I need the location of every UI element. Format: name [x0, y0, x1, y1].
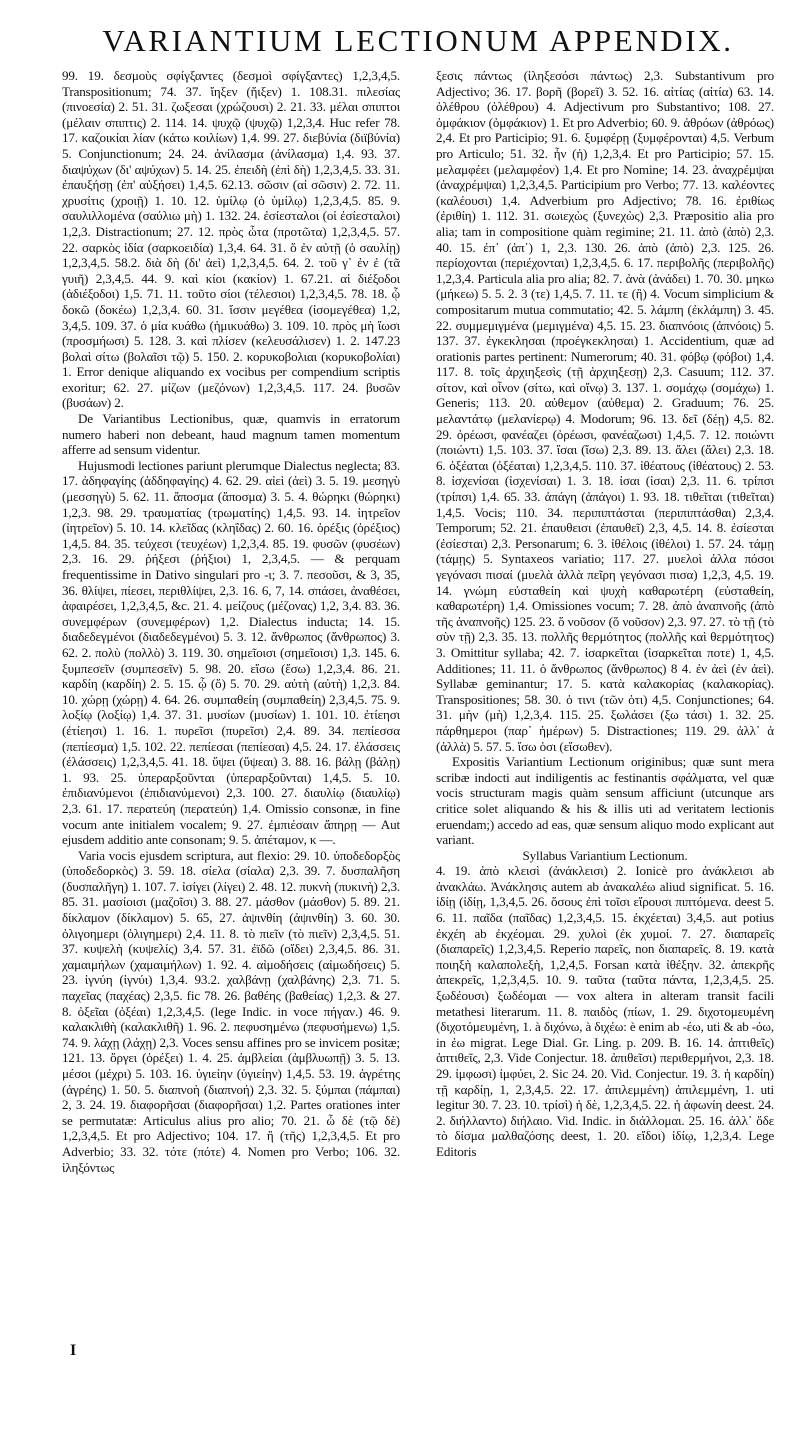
- paragraph: Hujusmodi lectiones pariunt plerumque Dialectus neglecta; 83. 17. ἀδηφαγίης (ἀδδηφαγίης) 4. 62. 29. αἰεὶ (ἀεὶ) 3. 5. 19. μεσηγὺ (μεσσηγὺ) 5. 62. 11. ἄποσμα (ἄποσμα) 3. 5. 4. θώρηκι (θώρηκι) 1,2,3. 98. 29. τραυματίας (τρωματίης) 1,4,5. 93. 14. ἰητρεῖον (ἰητρεῖον) 5. 10. 14. κλεῖδας (κληΐδας) 2. 60. 16. ὀρέξις (ὀρέξιος) 1,4,5. 84. 35. τεύχεσι (τευχέων) 1,2,3,4. 85. 19. φυσῶν (φυσέων) 2,3. 16. 29. ῥήξεσι (ῥήξιοι) 1, 2,3,4,5. — & perquam frequentissime in Dativo singulari pro -ι; 3. 7. πεσοῦσι, & 3, 35, 36. θλίψει, πίεσει, περιθλίψει, 2,3. 16. 6, 7, 14. σπάσει, ἀναθέσει, ἀφαιρέσει, 1,2,3,4,5, &c. 21. 4. μείζους (μέζονας) 1,2, 3,4. 83. 36. συνεμφέρων (συνεμφέρων) 1,2. Dialectus inducta; 14. 15. διαδεδεγμένοι (διαδεδεγμένοι) 5. 3. 12. ἄνθρωπος (ἄνθρωπος) 3. 62. 2. πολὺ (πολλὸ) 3. 119. 30. σημεῖοισι (σημεῖοισι) 1,3. 145. 6. ξυμπεσεῖν (συμπεσεῖν) 5. 98. 20. εἴσω (ἔσω) 1,2,3,4. 86. 21. καρδίη (καρδίη) 2. 5. 15. ᾧ (ὅ) 5. 70. 29. αὐτὴ (αὐτὴ) 1,2,3. 84. 10. χώρῃ (χώρῃ) 4. 64. 26. συμπαθείη (συμπαθείη) 2,3,4,5. 75. 9. λοξίῳ (λοξίῳ) 1,4. 37. 31. μυσίων (μυσίων) 1. 101. 10. ἐτίεησι (ἐτίεησι) 1. 16. 1. πυρεῖσι (πυρεῖσι) 2,4. 89. 34. πεπίεσσα (πεπίεσμα) 1,5. 102. 22. πεπίεσαι (πεπίεσαι) 4,5. 24. 17. ἐλάσσεις (ἐλάσσεις) 1,2,3,4,5. 41. 18. ὕψει (ὕψεαι) 3. 88. 16. βάλῃ (βάλῃ) 1. 93. 25. ὑπεραρξοῦνται (ὑπεραρξοῦνται) 1,4,5. 5. 10. ἐπιδιανύμενοι (ἐπιδιανύμενοι) 2,3. 100. 27. διαυλίῳ (διαυλίῳ) 2,3. 61. 17. περατεύη (περατεύη) 1,4. Omissio consonæ, in fine vocum ante initialem vocalem; 9. 27. ἐμπιέσαιν ἄπηρῃ — Aut ejusdem additio ante consonam; 9. 5. ἀπέταμον, κ —.: [62, 457, 400, 848]
- signature-mark: I: [70, 1342, 77, 1359]
- paragraph: Expositis Variantium Lectionum originibus; quæ sunt mera scribæ indocti aut indiligentis ac festinantis σφάλματα, vel quæ vocis structuram magis quàm sensum afficiunt (utcunque ars critice solet aliquando & his & illis uti ad veritatem lectionis eruendam;) accedo ad eas, quæ sensum aliquo modo explicant aut variant.: [436, 754, 774, 848]
- paragraph: De Variantibus Lectionibus, quæ, quamvis in erratorum numero haberi non debeant, haud magnum tamen momentum afferre ad sensum videntur.: [62, 411, 400, 458]
- running-head: VARIANTIUM LECTIONUM APPENDIX.: [102, 23, 734, 58]
- paragraph: 4. 19. ἀπὸ κλεισὶ (ἀνάκλεισι) 2. Ionicè pro ἀνάκλεισι ab ἀνακλάω. Ἀνάκλησις autem ab ἀνακαλέω aliud significat. 5. 16. ἰδίῃ (ἰδίῃ, 1,3,4,5. 26. ὅσους ἐπὶ τοῖσι εἴρουσι πιπτόμενα. deest 5. 6. 11. παῖδα (παῖδας) 1,2,3,4,5. 15. ἐκχέεται) 3,4,5. aut potius ἐκχέη ab ἐκχέομαι. 29. χυλοὶ (ἐκ χυμοί. 7. 27. διαπαρεῖς (διαπαρεῖς) 1,2,3,4,5. Reperio παρεῖς, non διαπαρεῖς. 8. 19. κατὰ ποιηξὴ καλαπολεξὴ, 1,2,4,5. Forsan κατὰ ἰθέξην. 32. ἀπεκρῆς ἀπεκρεῖς, 1,2,3,4,5. 10. 9. ταῦτα (ταῦτα πάντα, 1,2,3,4,5. 25. ξωδέουσι) ξωδέομαι — vox altera in alteram transit facili metathesi literarum. 11. 8. παιδὸς (πίων, 1. 29. διχοτομευμένη (διχοτόμευμένη, 1. à διχόνω, à διχέω: è enim ab -έω, uti & ab -όω, in ἐω migrat. Lege Dial. Gr. Ling. p. 209. B. 16. 14. ἀπτιθεῖς) ἀπτιθεῖς, 2,3. Vide Conjectur. 18. ἀπιθεῖσι) περιθερμήνοι, 2,3. 18. 29. ἰμφωσι) ἰμφύει, 2. Sic 24. 20. Vid. Conjectur. 19. 3. ἡ καρδίη) τῇ καρδίῃ, 1, 2,3,4,5. 22. 17. ἀπιλεμμένη) ἀπιλεμμένη, 1. uti legitur 30. 7. 23. 10. τρίσὶ) ἡ δὲ, 1,2,3,4,5. 22. ἡ ἀφωνίη deest. 24. 2. διήλλαντο) διήλαιο. Vid. Indic. in διάλλομαι. 25. 16. ἀλλ᾽ ὅδε τὸ δίσμα μαλθαζόσης deest, 1. 20. εἴδοι) ἰδίῳ, 1,2,3,4. Lege Editoris: [436, 863, 774, 1159]
- paragraph: 99. 19. δεσμοὺς σφίγξαντες (δεσμοὶ σφίγξαντες) 1,2,3,4,5. Transpositionum; 74. 37. ἴηξεν (ἤιξεν) 1. 108.31. πιλεσίας (πινοεσία) 2. 51. 31. ζωξεσαι (χρώζουσι) 2. 21. 33. μέλαι σπιπτοι (μέλαιν σπιπτις) 2. 114. 14. ψυχῷ (ψυχῷ) 1,2,3,4. Huc refer 78. 17. καζοικίαι λίαν (κάτω κοιλίων) 1,4. 99. 27. διεβύνία (διϊβύνία) 5. Conjunctionum; 24. 24. ἀνίλασμα (ἀνίλασμα) 1,4. 93. 37. διαψύχων (δι' αψύχων) 5. 14. 25. ἐπειδὴ (ἐπὶ δὴ) 1,2,3,4,5. 33. 31. ἐπαυξήσῃ (ἐπ' αὐξήσει) 1,4,5. 62.13. σῶσιν (αἰ σῶσιν) 2. 72. 11. χρυσίτις (χροιῇ) 1. 10. 12. ὑμίλῳ (ὁ ὑμίλῳ) 1,2,3,4,5. 85. 9. σαυλιλλομένα (σαύλιω μὴ) 1. 132. 24. ἐσίεσταλοι (οἱ ἐσίεσταλοι) 1,2,3. Distractionum; 27. 12. πρὸς ὦτα (προτῶτα) 1,2,3,4,5. 57. 22. σαρκὸς ἰδία (σαρκοειδία) 1,3,4. 64. 31. ὅ ἐν αὐτῇ (ὁ σαυλίῃ) 1,2,3,4,5. 58.2. διὰ δὴ (δι' ἀεὶ) 1,2,3,4,5. 64. 2. τοῦ γ᾽ ἐν ἐ (τᾶ γυιῆ) 2,3,4,5. 44. 9. καὶ κίοι (κακίον) 1. 67.21. αἱ διέξοδοι (ἀδιέξοδοι) 1,5. 71. 11. τοῦτο σίοι (τέλεσιοι) 1,2,3,4,5. 78. 18. ᾧ δοκῶ (δοκέω) 1,2,3,4. 60. 31. ἴσσιν μεγέθεα (ἰσομεγέθεα) 1,2, 3,4,5. 109. 37. ὁ μία κυάθω (ἡμικυάθω) 3. 109. 10. πρὸς μὴ ἴωσι (προσμήωσι) 5. 128. 3. καὶ πλίσεν (κελευσάλισεν) 1. 2. 147.23 βολαὶ σίτω (βολαῖσι τῷ) 5. 150. 2. κορυκοβολιαι (κορυκοβολίαι) 1. Error denique aliquando ex vocibus per compendium scriptis exoritur; 62. 27. μίζων (μεζόνων) 1,2,3,4,5. 117. 24. βυσῶν (βυσάων) 2.: [62, 68, 400, 411]
- section-heading: Syllabus Variantium Lectionum.: [522, 847, 688, 863]
- paragraph: ξεσις πάντως (ἰληξεσόσι πάντως) 2,3. Substantivum pro Adjectivo; 36. 17. βορῆ (βορεῖ) 3. 52. 16. αἰτίας (αἰτία) 63. 14. ὀλέθρου (ὀλέθρου) 4. Adjectivum pro Substantivo; 108. 27. ὀμφάκιον (ὀμφάκιον) 1. Et pro Adverbio; 60. 9. ἀθρόων (ἀθρόως) 2,4. Et pro Participio; 91. 6. ξυμφέρῃ (ξυμφέρονται) 4,5. Verbum pro Articulo; 51. 32. ἦν (ἡ) 1,2,3,4. Et pro Participio; 57. 15. μελαμφέει (μελαμφέον) 1,4. Et pro Nomine; 14. 23. ἀναχρέμψαι (ἀναχρέμψαι) 1,2,3,4,5. Participium pro Verbo; 77. 13. καλέοντες (καλέουσι) 1,4. Adverbium pro Adjectivo; 78. 16. ἐριθίως (ἐριθίη) 1. 112. 31. σωιεχὼς (ξυνεχὼς) 2,3. Præpositio alia pro alia; tam in compositione quàm regimine; 21. 11. ἀπὸ (ἀπὸ) 2,3. 40. 15. ἐπ᾽ (ἀπ᾽) 1, 2,3. 130. 26. ἀπὸ (ἀπὸ) 2,3. 125. 26. περίοχονται (περιέχονται) 1,2,3,4,5. 6. 17. περιβολῆς (περιβολῆς) 1,2,3,4. Particula alia pro alia; 82. 7. ἀνὰ (ἀνάδει) 1. 70. 30. μηκω (μήκεω) 5. 5. 2. 3 (τε) 1,4,5. 7. 11. τε (ἢ) 4. Vocum simplicium & compositarum mutua commutatio; 42. 5. λάμπη (ἐκλάμπη) 3. 45. 22. συμμεμιγμένα (μεμιγμένα) 4,5. 15. 23. διαπνόοις (ἀπνόοις) 5. 137. 37. ἐγκεκλησαι (προέγκεκλησαι) 1. Accidentium, quæ ad orationis partes pertinent: Numerorum; 40. 31. φόβῳ (φόβοι) 1,4. 117. 8. τοῖς ἀρχιηξεσὶς (τῇ ἀρχιηξεσῃ) 2,3. Casuum; 112. 37. σίτον, καὶ οἶνον (σίτω, καὶ οἴνῳ) 3. 137. 1. σομάχῳ (σομάχω) 1. Generis; 113. 20. αὐθεμον (αὐθεμα) 2. Graduum; 76. 25. μελαντάτῳ (μελανίερῳ) 4. Modorum; 96. 13. δεῖ (δέῃ) 4,5. 82. 29. ὀρέωσι, φανέαζει (ὀρέωσι, φανέαζωσι) 1,4,5. 7. 12. ποιώντι (ποιώντι) 1,5. 103. 37. ἴσαι (ἴσω) 2,3. 89. 13. ἄλει (ἄλει) 2,3. 18. 6. ὀξέαται (ὀξέαται) 1,2,3,4,5. 110. 37. ἰθέατους (ἰθέατους) 2. 53. 8. ἰσχενίσαι (ἰσχενίσαι) 1. 3. 18. ἰσαι (ἰσαι) 2,3. 11. 6. τρίπσι (τρίπσι) 1,4. 65. 33. ἀπάγη (ἀπάγοι) 1. 93. 18. τιθεῖται (τιθεῖται) 1,4,5. Vocis; 110. 34. περιπιπτάσται (περιπιπτάσθαι) 2,3,4. Temporum; 52. 21. ἐπαυθεισι (ἐπαυθεῖ) 2,3, 4,5. 14. 8. ἐσίεσται (ἐσίεσται) 2,3. Personarum; 6. 3. ἰθέλοις (ἰθέλοι) 1. 57. 24. τάμῃ (τάμῃς) 5. Syntaxeos variatio; 117. 27. μυελοὶ ἀλλα πόσοι γεγόνασι πισαί (μυελὰ ἀλλὰ πεῖρη γεγόνασι πισα) 1,2,3, 4,5. 19. 14. γνώμη εὐσταθείη καὶ ψυχὴ καθαρωτέρη (εὐσταθείη, καθαρωτέρη) 1,4. Omissiones vocum; 7. 28. ἀπὸ ἀναπνοῆς (ἀπὸ τῆς ἀναπνοῆς) 125. 23. ὅ νοῦσον (ὅ νοῦσον) 2,3. 97. 27. τὸ τῇ (τὸ σὺν τῇ) 2,3. 35. 13. πολλῆς θερμότητος (πολλῆς καὶ θερμότητος) 3. Omittitur syllaba; 42. 7. ἰσαρκεῖται (ἰσαρκεῖται ποτε) 1, 4,5. Additiones; 11. 11. ὁ ἄνθρωπος (ἄνθρωπος) 8 4. ἐν ἀεὶ (ἐν ἀεὶ). Syllabæ geminantur; 17. 5. κατὰ καλακορίας (καλακορίας). Transpositiones; 58. 30. ὁ τινι (τῶν ὁτι) 4,5. Conjunctiones; 64. 31. μὴν (μὴ) 1,2,3,4. 115. 25. ξωλάσει (ξω τάσι) 1. 32. 25. πάρθημεροι (παρ᾽ ἡμέρων) 5. Distractiones; 119. 29. ἀλλ᾽ ἀ (ἀλλὰ) 5. 57. 5. ἴσω ὁσι (εἴσωθεν).: [436, 68, 774, 754]
- paragraph: Varia vocis ejusdem scriptura, aut flexio: 29. 10. ὑποδεδορξὸς (ὑποδεδορκὸς) 3. 59. 18. σίελα (σίαλα) 2,3. 39. 7. δυσπαλῆση (δυσπαλῆγη) 1. 107. 7. ἰσίγει (λίγει) 2. 48. 12. πυκνὴ (πυκινὴ) 2,3. 85. 31. μασίοισι (μαζοῖσι) 3. 88. 27. μάσθον (μάσθον) 5. 89. 21. δίκλαμον (δίκλαμον) 5. 65, 27. ἀψινθίη (ἀψινθίη) 3. 60. 30. ὀλιγοημερι (ὀλιγημερι) 2,4. 11. 8. τὸ πιεῖν (τὸ πιεῖν) 2,3,4,5. 51. 37. κυψελὴ (κυψελίς) 3,4. 57. 31. ἐϊδῶ (οἴδει) 2,3,4,5. 86. 31. χαμαιμήλων (χαμαιμήλων) 1. 92. 4. αἰμοδήσεις (αἰμωδήσεις) 5. 23. ἰγνύη (ἰγνύι) 1,3,4. 93.2. χαλβάνῃ (χαλβάνης) 2,3. 71. 5. παχεῖας (παχέας) 2,3,5. fic 78. 26. βαθέης (βαθείας) 1,2,3. & 27. 8. ὀξεῖαι (ὀξέαι) 1,2,3,4,5. (lege Indic. in voce πήγαν.) 46. 9. καλακλιθὴ (καλακλιθῆ) 1. 96. 2. πεφυσημένω (πεφυσήμενω) 1,5. 74. 9. λάχῃ (λάχῃ) 2,3. Voces sensu affines pro se invicem positæ; 121. 13. ὄργει (ὀρέξει) 1. 4. 25. ἀμβλείαι (ἀμβλυωπῇ) 3. 5. 13. μέσοι (μέχρι) 5. 103. 16. ὑγιείην (ὑγιείην) 1,4,5. 53. 19. ἀγρέτης (ἀγρέης) 1. 50. 5. διαπνοὴ (διαπνοή) 2,3. 32. 5. ξύμπαι (πάμπαι) 2, 3. 24. 19. διαφορῆσαι (διαφορῆσαι) 1,2. Partes orationes inter se permutatæ: Articulus alius pro alio; 70. 21. ὦ δὲ (τῷ δὲ) 1,2,3,4,5. Et pro Adjectivo; 104. 17. ἢ (τῆς) 1,2,3,4,5. Et pro Adverbio; 33. 32. τότε (πότε) 4. Nomen pro Verbo; 106. 32. ἰληξόντως: [62, 847, 400, 1175]
- two-column-body: [62, 68, 774, 1175]
- right-column: [436, 68, 774, 1175]
- left-column: [62, 68, 400, 1175]
